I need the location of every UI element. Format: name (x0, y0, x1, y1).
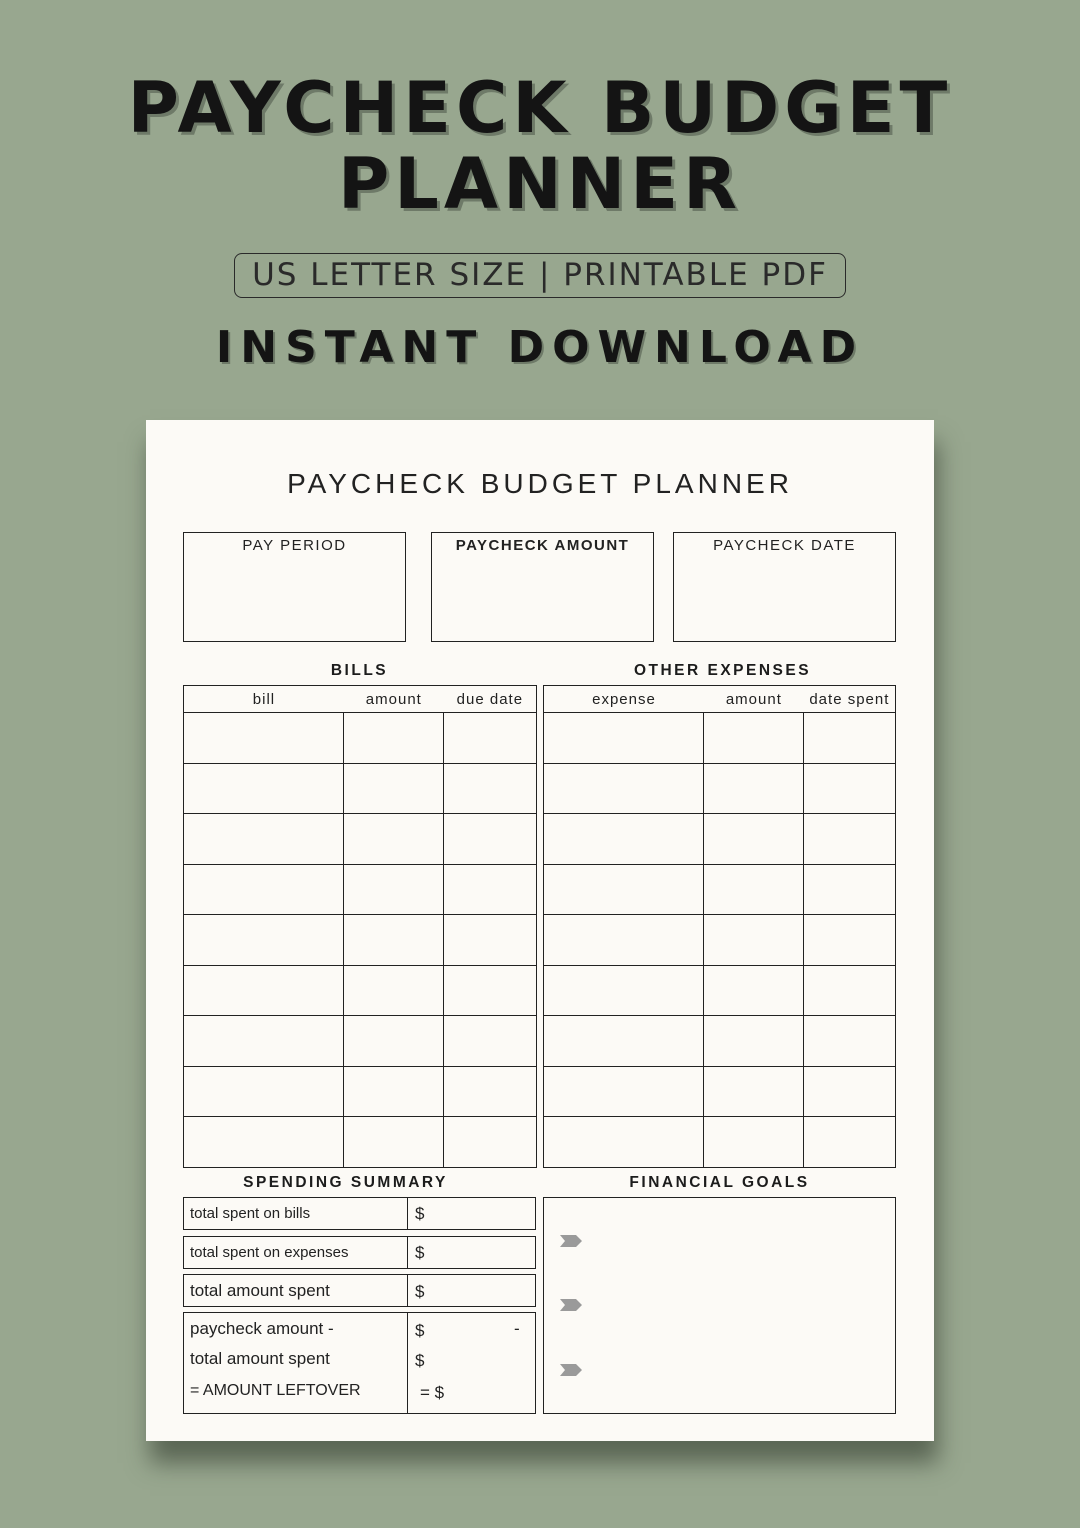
expenses-cell[interactable] (704, 1066, 804, 1117)
planner-sheet (146, 420, 934, 1441)
bills-cell[interactable] (344, 1117, 444, 1168)
summary-row-expenses (183, 1236, 536, 1269)
bills-cell[interactable] (184, 713, 344, 764)
paycheck-date-box (673, 532, 896, 642)
other-expenses-title: OTHER EXPENSES (633, 662, 812, 679)
expenses-col-amount: amount (704, 686, 804, 713)
goal-arrow-icon (560, 1299, 582, 1311)
expenses-cell[interactable] (544, 1066, 704, 1117)
summary-label-bills: total spent on bills (190, 1205, 311, 1222)
bills-cell[interactable] (184, 814, 344, 865)
bills-row (184, 965, 537, 1016)
summary-value-total: $ (415, 1282, 425, 1301)
bills-row (184, 1066, 537, 1117)
format-badge: US LETTER SIZE | PRINTABLE PDF (234, 253, 846, 298)
summary-label-expenses: total spent on expenses (190, 1244, 349, 1261)
expenses-cell[interactable] (544, 713, 704, 764)
bills-row (184, 915, 537, 966)
summary-row-bills (183, 1197, 536, 1230)
bills-cell[interactable] (344, 915, 444, 966)
expenses-col-date-spent: date spent (804, 686, 896, 713)
pay-period-box (183, 532, 406, 642)
bills-cell[interactable] (344, 965, 444, 1016)
bills-col-due-date: due date (444, 686, 537, 713)
expenses-row (544, 763, 896, 814)
expenses-cell[interactable] (704, 965, 804, 1016)
expenses-cell[interactable] (704, 1016, 804, 1067)
bills-cell[interactable] (444, 864, 537, 915)
leftover-value3: = $ (420, 1383, 445, 1402)
expenses-row (544, 814, 896, 865)
goal-arrow-icon (560, 1364, 582, 1376)
expenses-row (544, 965, 896, 1016)
leftover-minus: - (514, 1319, 520, 1338)
expenses-cell[interactable] (804, 1117, 896, 1168)
bills-cell[interactable] (184, 1117, 344, 1168)
other-expenses-table (543, 685, 896, 1168)
expenses-rows (544, 713, 896, 1168)
leftover-line2: total amount spent (190, 1349, 330, 1368)
expenses-cell[interactable] (544, 864, 704, 915)
expenses-col-expense: expense (544, 686, 704, 713)
expenses-row (544, 915, 896, 966)
expenses-cell[interactable] (544, 1016, 704, 1067)
bills-cell[interactable] (184, 763, 344, 814)
expenses-cell[interactable] (704, 713, 804, 764)
bills-cell[interactable] (184, 864, 344, 915)
expenses-cell[interactable] (704, 1117, 804, 1168)
summary-row-total (183, 1274, 536, 1307)
financial-goals-box (543, 1197, 896, 1414)
paycheck-date-label: PAYCHECK DATE (713, 537, 856, 554)
bills-rows (184, 713, 537, 1168)
bills-cell[interactable] (344, 1016, 444, 1067)
summary-label-total: total amount spent (190, 1281, 330, 1300)
expenses-cell[interactable] (804, 864, 896, 915)
bills-row (184, 713, 537, 764)
paycheck-amount-box (431, 532, 654, 642)
expenses-row (544, 713, 896, 764)
bills-row (184, 1016, 537, 1067)
expenses-cell[interactable] (544, 965, 704, 1016)
bills-cell[interactable] (344, 763, 444, 814)
goal-arrow-icon (560, 1235, 582, 1247)
expenses-cell[interactable] (804, 814, 896, 865)
bills-cell[interactable] (344, 1066, 444, 1117)
expenses-cell[interactable] (804, 713, 896, 764)
expenses-cell[interactable] (804, 965, 896, 1016)
expenses-cell[interactable] (804, 763, 896, 814)
expenses-row (544, 864, 896, 915)
expenses-cell[interactable] (804, 1066, 896, 1117)
bills-title: BILLS (330, 662, 389, 679)
bills-cell[interactable] (184, 1016, 344, 1067)
leftover-line1: paycheck amount - (190, 1319, 334, 1338)
bills-cell[interactable] (444, 763, 537, 814)
expenses-cell[interactable] (804, 915, 896, 966)
summary-value-bills: $ (415, 1204, 425, 1223)
bills-header-row (184, 686, 537, 713)
bills-cell[interactable] (444, 1016, 537, 1067)
bills-cell[interactable] (444, 965, 537, 1016)
instant-download-label: INSTANT DOWNLOAD (215, 322, 865, 373)
bills-cell[interactable] (444, 1117, 537, 1168)
expenses-cell[interactable] (544, 915, 704, 966)
expenses-row (544, 1016, 896, 1067)
financial-goals-title: FINANCIAL GOALS (629, 1174, 810, 1191)
bills-cell[interactable] (344, 713, 444, 764)
bills-cell[interactable] (444, 915, 537, 966)
bills-cell[interactable] (184, 1066, 344, 1117)
leftover-line3: = AMOUNT LEFTOVER (190, 1382, 361, 1399)
sheet-title: PAYCHECK BUDGET PLANNER (287, 468, 793, 499)
expenses-cell[interactable] (704, 915, 804, 966)
summary-row-leftover (183, 1312, 536, 1414)
expenses-cell[interactable] (544, 763, 704, 814)
bills-cell[interactable] (444, 1066, 537, 1117)
bills-cell[interactable] (184, 965, 344, 1016)
expenses-row (544, 1066, 896, 1117)
bills-cell[interactable] (444, 814, 537, 865)
hero-title-line1: PAYCHECK BUDGET (127, 67, 953, 149)
expenses-cell[interactable] (704, 864, 804, 915)
paycheck-amount-label: PAYCHECK AMOUNT (455, 537, 630, 554)
expenses-cell[interactable] (544, 814, 704, 865)
bills-table (183, 685, 537, 1168)
bills-row (184, 864, 537, 915)
bills-cell[interactable] (344, 814, 444, 865)
bills-row (184, 763, 537, 814)
bills-cell[interactable] (444, 713, 537, 764)
leftover-value1: $ (415, 1321, 425, 1340)
bills-cell[interactable] (344, 864, 444, 915)
leftover-value2: $ (415, 1351, 425, 1370)
bills-cell[interactable] (184, 915, 344, 966)
expenses-cell[interactable] (704, 763, 804, 814)
expenses-header-row (544, 686, 896, 713)
hero-title-line2: PLANNER (338, 143, 742, 225)
pay-period-label: PAY PERIOD (242, 537, 347, 554)
expenses-cell[interactable] (704, 814, 804, 865)
expenses-cell[interactable] (544, 1117, 704, 1168)
summary-value-expenses: $ (415, 1243, 425, 1262)
bills-col-bill: bill (184, 686, 344, 713)
bills-col-amount: amount (344, 686, 444, 713)
bills-row (184, 814, 537, 865)
expenses-cell[interactable] (804, 1016, 896, 1067)
spending-summary-title: SPENDING SUMMARY (243, 1174, 448, 1191)
expenses-row (544, 1117, 896, 1168)
bills-row (184, 1117, 537, 1168)
